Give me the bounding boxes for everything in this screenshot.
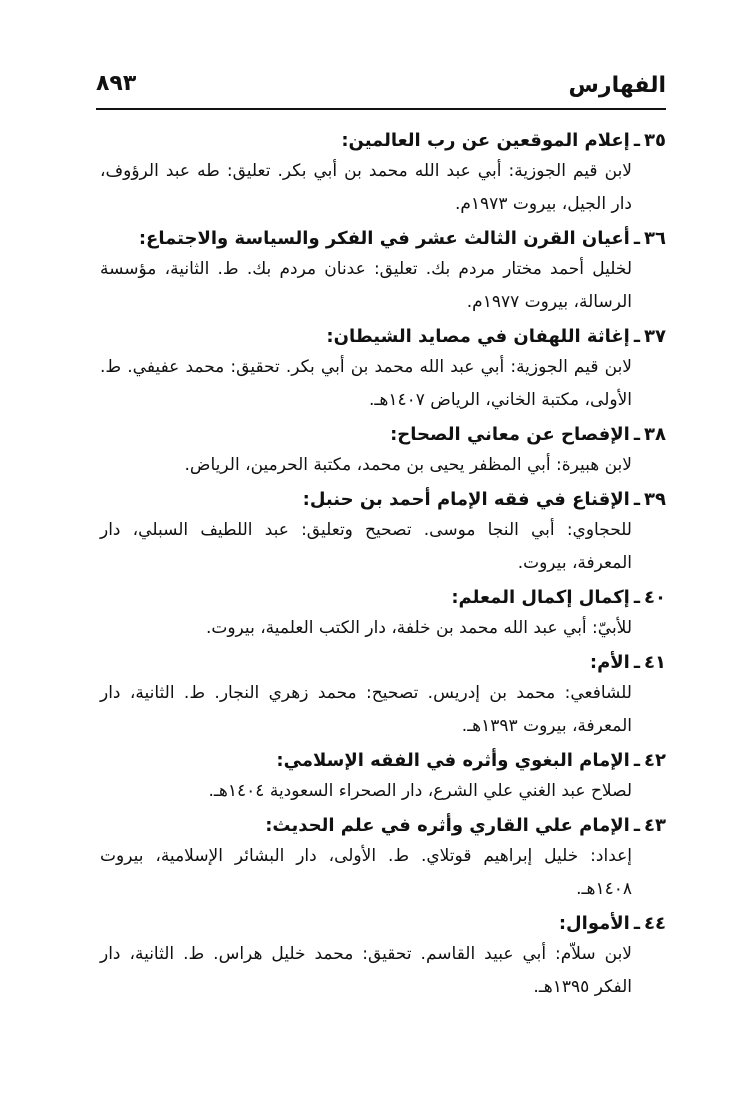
bibliography-entry [100, 746, 666, 808]
entry-title: الأم: [589, 652, 630, 673]
entry-dash: ـ [633, 587, 640, 608]
entry-number: ٣٥ [644, 130, 666, 151]
entry-number: ٤٣ [644, 815, 666, 836]
entry-title: إغاثة اللهفان في مصايد الشيطان: [326, 326, 630, 347]
entry-heading [100, 485, 666, 514]
entry-number: ٤١ [644, 652, 666, 673]
bibliography-entry [100, 322, 666, 417]
entry-body: لابن سلاّم: أبي عبيد القاسم. تحقيق: محمد خليل هراس. ط. الثانية، دار الفكر ١٣٩٥هـ. [100, 944, 632, 997]
page-title: الفهارس [568, 73, 666, 98]
entry-body: لابن هبيرة: أبي المظفر يحيى بن محمد، مكتبة الحرمين، الرياض. [184, 455, 632, 475]
page-header [96, 66, 666, 104]
entry-heading [100, 746, 666, 775]
entry-body: للحجاوي: أبي النجا موسى. تصحيح وتعليق: عبد اللطيف السبلي، دار المعرفة، بيروت. [100, 520, 632, 573]
entry-dash: ـ [633, 424, 640, 445]
entry-dash: ـ [633, 750, 640, 771]
bibliography-entry [100, 420, 666, 482]
entry-title: الإفصاح عن معاني الصحاح: [390, 424, 630, 445]
entry-body: لابن قيم الجوزية: أبي عبد الله محمد بن أبي بكر. تحقيق: محمد عفيفي. ط. الأولى، مكتبة الخاني، الرياض ١٤٠٧هـ. [100, 357, 632, 410]
bibliography-entry [100, 583, 666, 645]
entry-heading [100, 811, 666, 840]
entry-title: الإمام البغوي وأثره في الفقه الإسلامي: [276, 750, 630, 771]
bibliography-entry [100, 811, 666, 906]
entry-title: الأموال: [558, 913, 630, 934]
entry-heading [100, 648, 666, 677]
page-number: ٨٩٣ [96, 71, 137, 96]
entry-title: إكمال إكمال المعلم: [451, 587, 630, 608]
bibliography-entry [100, 648, 666, 743]
entry-dash: ـ [633, 228, 640, 249]
entry-number: ٣٧ [644, 326, 666, 347]
entry-title: أعيان القرن الثالث عشر في الفكر والسياسة والاجتماع: [138, 228, 630, 249]
entry-dash: ـ [633, 815, 640, 836]
entry-heading [100, 322, 666, 351]
bibliography-entry [100, 224, 666, 319]
entry-number: ٤٠ [644, 587, 666, 608]
entry-title: إعلام الموقعين عن رب العالمين: [341, 130, 630, 151]
entry-body: إعداد: خليل إبراهيم قوتلاي. ط. الأولى، دار البشائر الإسلامية، بيروت ١٤٠٨هـ. [100, 846, 632, 899]
entry-heading [100, 909, 666, 938]
entry-dash: ـ [633, 913, 640, 934]
entry-number: ٣٨ [644, 424, 666, 445]
entry-body: لابن قيم الجوزية: أبي عبد الله محمد بن أبي بكر. تعليق: طه عبد الرؤوف، دار الجيل، بيروت ١٩٧٣م. [100, 161, 632, 214]
entry-title: الإمام علي القاري وأثره في علم الحديث: [265, 815, 630, 836]
bibliography-list [100, 126, 666, 1007]
entry-heading [100, 224, 666, 253]
entry-number: ٣٩ [644, 489, 666, 510]
bibliography-entry [100, 909, 666, 1004]
entry-dash: ـ [633, 489, 640, 510]
bibliography-entry [100, 485, 666, 580]
bibliography-entry [100, 126, 666, 221]
entry-title: الإقناع في فقه الإمام أحمد بن حنبل: [302, 489, 630, 510]
entry-number: ٣٦ [644, 228, 666, 249]
header-divider [96, 108, 666, 110]
entry-number: ٤٤ [644, 913, 666, 934]
entry-dash: ـ [633, 326, 640, 347]
entry-body: للأبيّ: أبي عبد الله محمد بن خلفة، دار الكتب العلمية، بيروت. [205, 618, 632, 638]
entry-dash: ـ [633, 130, 640, 151]
entry-heading [100, 583, 666, 612]
entry-body: لصلاح عبد الغني علي الشرع، دار الصحراء السعودية ١٤٠٤هـ. [208, 781, 632, 801]
entry-number: ٤٢ [644, 750, 666, 771]
entry-heading [100, 420, 666, 449]
entry-heading [100, 126, 666, 155]
entry-body: لخليل أحمد مختار مردم بك. تعليق: عدنان مردم بك. ط. الثانية، مؤسسة الرسالة، بيروت ١٩٧٧م. [100, 259, 632, 312]
entry-body: للشافعي: محمد بن إدريس. تصحيح: محمد زهري النجار. ط. الثانية، دار المعرفة، بيروت ١٣٩٣هـ. [100, 683, 632, 736]
entry-dash: ـ [633, 652, 640, 673]
